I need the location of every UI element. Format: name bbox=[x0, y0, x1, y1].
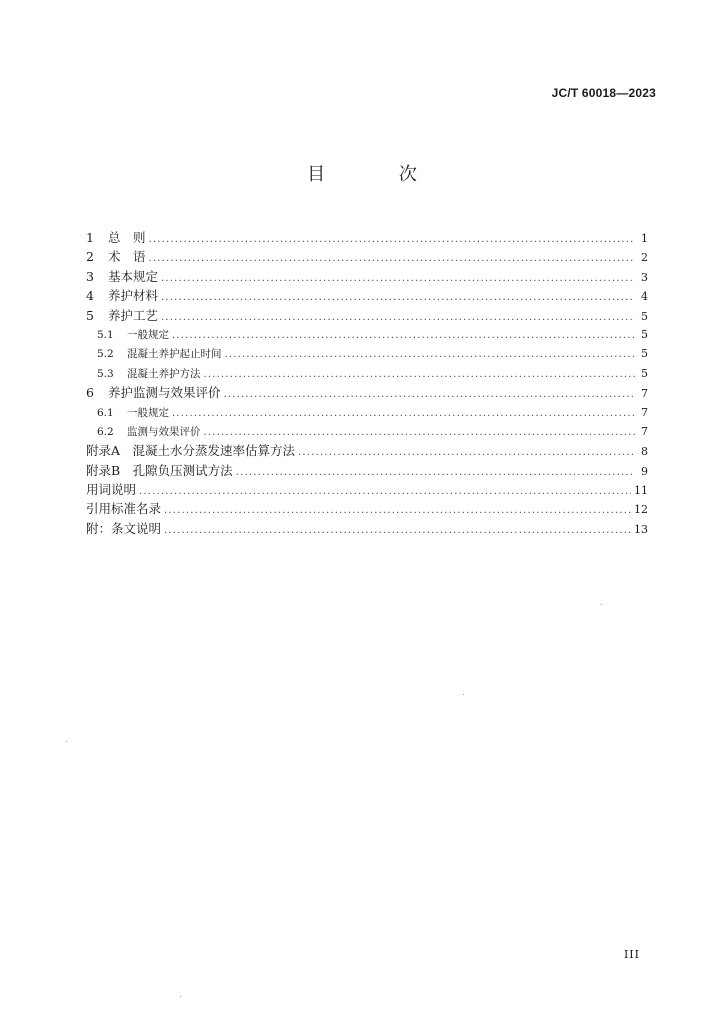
toc-section-row[interactable] bbox=[86, 247, 648, 266]
toc-entry-page: 13 bbox=[634, 522, 648, 536]
toc-entry-number: 5.2 bbox=[97, 348, 114, 361]
toc-entry-page: 5 bbox=[641, 347, 648, 361]
toc-dot-leader bbox=[161, 288, 635, 307]
toc-entry-title: 一般规定 bbox=[127, 406, 169, 419]
toc-entry-number: 6 bbox=[86, 385, 94, 401]
toc-section-row[interactable] bbox=[86, 286, 648, 305]
toc-dot-leader bbox=[225, 345, 636, 364]
toc-entry-page: 8 bbox=[641, 445, 648, 459]
toc-entry-title: 养护监测与效果评价 bbox=[108, 385, 221, 401]
toc-entry-title: 术 语 bbox=[108, 249, 146, 265]
toc-entry-title: 一般规定 bbox=[127, 328, 169, 341]
toc-dot-leader bbox=[164, 521, 631, 540]
toc-dot-leader bbox=[204, 423, 636, 442]
toc-entry-number: 5.3 bbox=[97, 367, 114, 380]
toc-dot-leader bbox=[224, 385, 635, 404]
toc-entry-title: 总 则 bbox=[108, 230, 146, 245]
toc-dot-leader bbox=[161, 308, 635, 327]
toc-entry-page: 9 bbox=[641, 464, 648, 478]
toc-entry-title: 引用标准名录 bbox=[86, 501, 162, 517]
toc-title: 目 次 bbox=[307, 164, 451, 185]
toc-entry-number: 3 bbox=[86, 268, 94, 284]
toc-entry-page: 12 bbox=[634, 503, 648, 517]
toc-entry-number: 4 bbox=[86, 288, 94, 304]
toc-subsection-row[interactable] bbox=[86, 422, 648, 441]
toc-section-row[interactable] bbox=[86, 519, 648, 538]
toc-section-row[interactable] bbox=[86, 267, 648, 286]
toc-section-row[interactable] bbox=[86, 480, 648, 499]
toc-subsection-row[interactable] bbox=[86, 344, 648, 363]
toc-entry-page: 4 bbox=[641, 290, 648, 304]
toc-dot-leader bbox=[204, 365, 636, 384]
table-of-contents bbox=[86, 228, 648, 538]
toc-entry-number: 2 bbox=[86, 249, 94, 265]
toc-entry-title: 附录A 混凝土水分蒸发速率估算方法 bbox=[86, 443, 296, 459]
toc-entry-page: 3 bbox=[641, 270, 648, 284]
toc-entry-title: 养护工艺 bbox=[108, 307, 159, 323]
toc-entry-page: 5 bbox=[641, 309, 648, 323]
toc-section-row[interactable] bbox=[86, 306, 648, 325]
toc-subsection-row[interactable] bbox=[86, 364, 648, 383]
toc-subsection-row[interactable] bbox=[86, 403, 648, 422]
toc-section-row[interactable] bbox=[86, 461, 648, 480]
toc-dot-leader bbox=[172, 326, 635, 345]
toc-entry-title: 混凝土养护起止时间 bbox=[127, 348, 222, 361]
toc-dot-leader bbox=[149, 249, 635, 268]
page-number: III bbox=[623, 948, 640, 961]
toc-dot-leader bbox=[236, 463, 635, 482]
toc-entry-number: 5 bbox=[86, 307, 94, 323]
toc-dot-leader bbox=[298, 443, 635, 462]
toc-entry-page: 11 bbox=[634, 484, 648, 498]
toc-dot-leader bbox=[164, 501, 631, 520]
toc-entry-page: 7 bbox=[641, 387, 648, 401]
scan-speck bbox=[180, 996, 181, 997]
toc-entry-page: 1 bbox=[641, 232, 648, 245]
toc-entry-title: 用词说明 bbox=[86, 482, 137, 498]
toc-entry-page: 5 bbox=[641, 327, 648, 341]
toc-entry-number: 5.1 bbox=[97, 328, 114, 341]
toc-entry-number: 1 bbox=[86, 230, 94, 245]
toc-section-row[interactable] bbox=[86, 441, 648, 460]
toc-entry-number: 6.1 bbox=[97, 406, 114, 419]
toc-dot-leader bbox=[139, 482, 631, 501]
toc-dot-leader bbox=[149, 230, 635, 249]
scan-speck bbox=[66, 741, 67, 742]
standard-code: JC/T 60018—2023 bbox=[551, 86, 656, 100]
toc-entry-title: 监测与效果评价 bbox=[127, 425, 201, 438]
toc-entry-title: 养护材料 bbox=[108, 288, 159, 304]
toc-section-row[interactable] bbox=[86, 228, 648, 247]
toc-entry-page: 7 bbox=[641, 424, 648, 438]
toc-entry-title: 混凝土养护方法 bbox=[127, 367, 201, 380]
toc-entry-number: 6.2 bbox=[97, 425, 114, 438]
toc-entry-page: 5 bbox=[641, 366, 648, 380]
toc-subsection-row[interactable] bbox=[86, 325, 648, 344]
toc-entry-title: 附录B 孔隙负压测试方法 bbox=[86, 462, 233, 478]
toc-dot-leader bbox=[172, 404, 635, 423]
scan-speck bbox=[463, 694, 464, 695]
toc-entry-page: 2 bbox=[641, 251, 648, 265]
toc-dot-leader bbox=[161, 269, 635, 288]
toc-section-row[interactable] bbox=[86, 383, 648, 402]
scan-speck bbox=[601, 604, 602, 605]
toc-entry-page: 7 bbox=[641, 405, 648, 419]
toc-entry-title: 基本规定 bbox=[108, 268, 159, 284]
toc-entry-title: 附：条文说明 bbox=[86, 520, 162, 536]
toc-section-row[interactable] bbox=[86, 499, 648, 518]
